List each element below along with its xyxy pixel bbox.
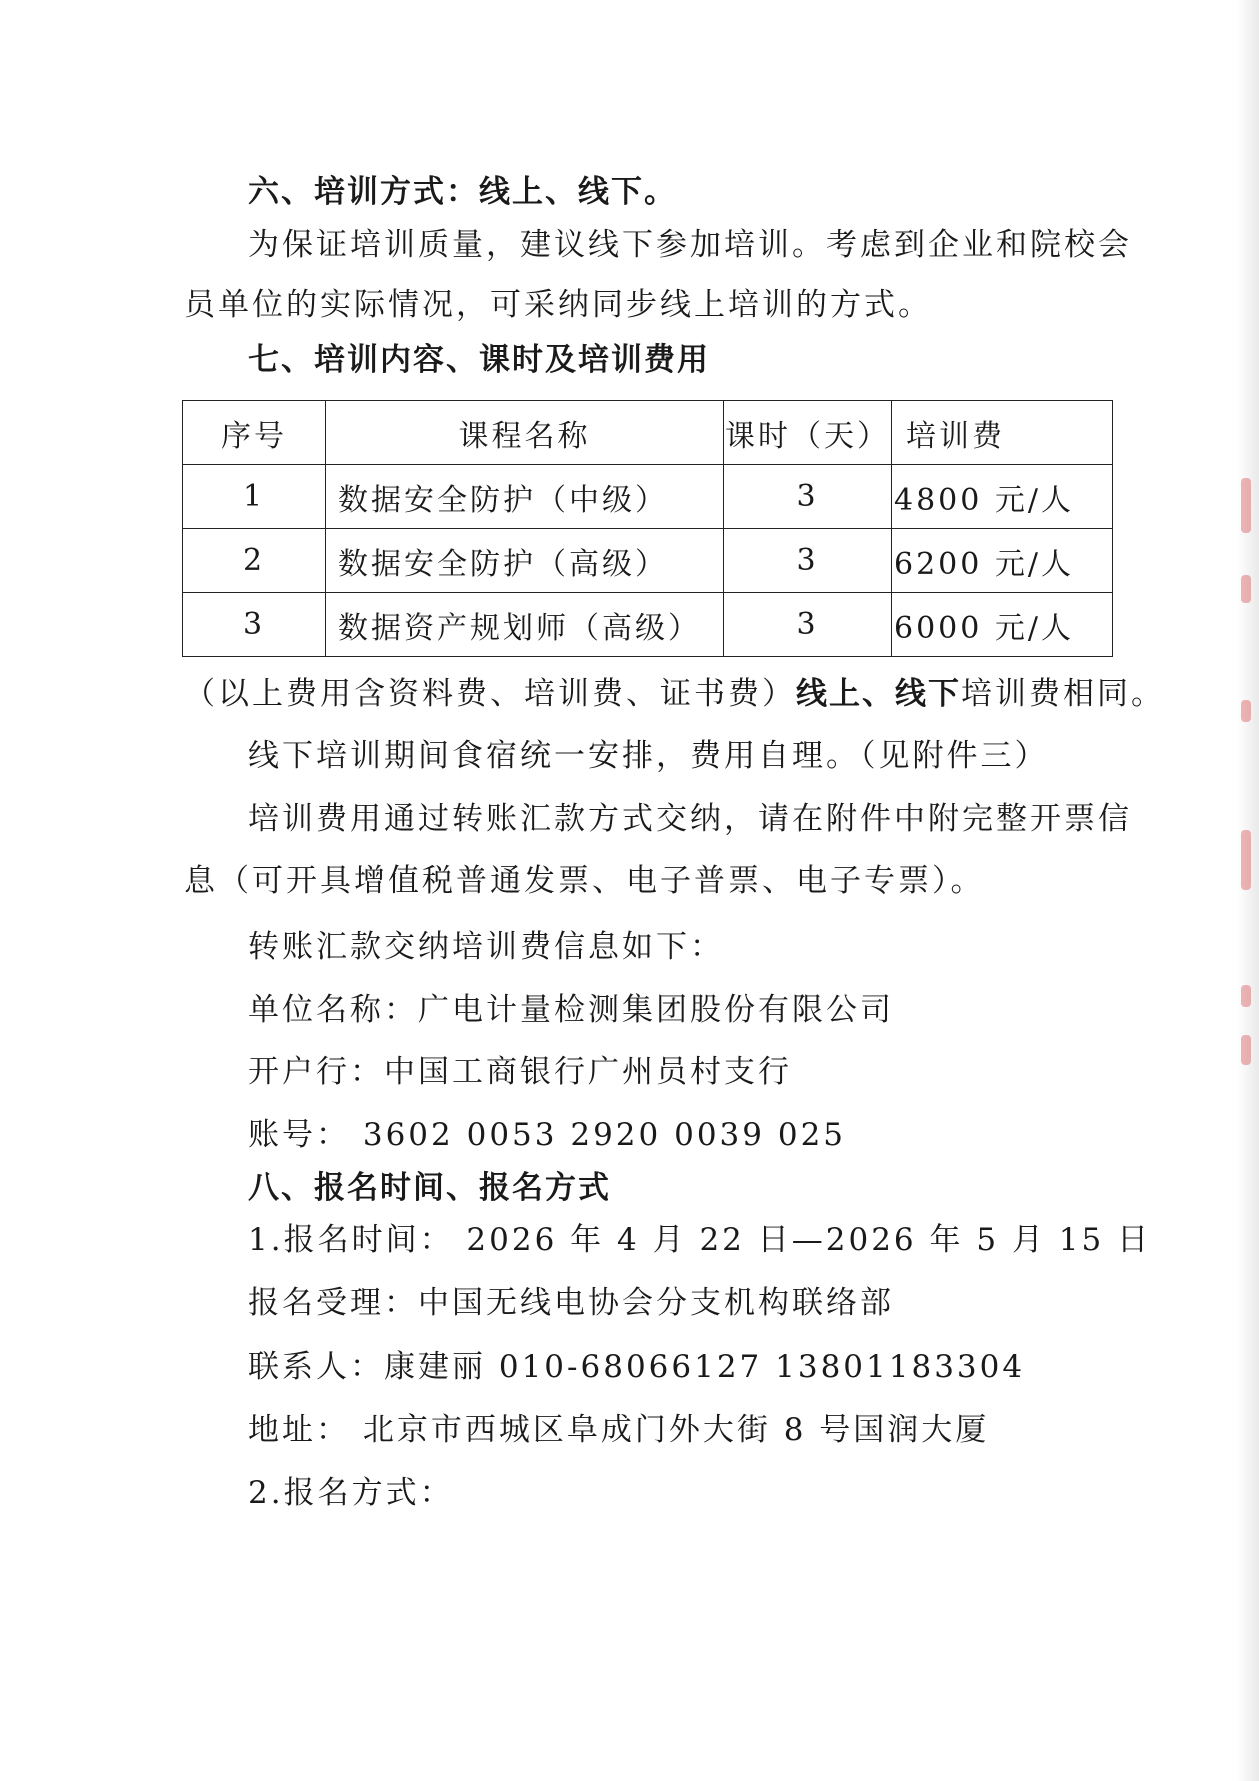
fee-note-bold: 线上、线下 <box>796 676 961 712</box>
row-fee: 6200 元/人 <box>892 529 1113 593</box>
payment-line1: 培训费用通过转账汇款方式交纳，请在附件中附完整开票信 <box>248 801 1132 837</box>
row-days: 3 <box>724 529 892 593</box>
section6-heading: 六、培训方式：线上、线下。 <box>248 174 677 210</box>
table-row <box>183 593 1113 657</box>
seal-mark-6 <box>1241 1035 1251 1065</box>
company-name: 单位名称：广电计量检测集团股份有限公司 <box>248 992 894 1028</box>
row-days: 3 <box>724 465 892 529</box>
fee-note-suffix: 培训费相同。 <box>961 676 1165 712</box>
seal-mark-5 <box>1241 985 1251 1007</box>
row-course: 数据安全防护（高级） <box>326 529 724 593</box>
contact-person: 联系人：康建丽 010-68066127 13801183304 <box>248 1349 1026 1385</box>
registration-office: 报名受理：中国无线电协会分支机构联络部 <box>248 1285 894 1321</box>
scan-right-edge <box>1237 0 1259 1781</box>
row-fee: 6000 元/人 <box>892 593 1113 657</box>
section6-paragraph-line1: 为保证培训质量，建议线下参加培训。考虑到企业和院校会 <box>248 227 1132 263</box>
row-days: 3 <box>724 593 892 657</box>
header-days: 课时（天） <box>724 401 892 465</box>
registration-method: 2.报名方式： <box>248 1475 454 1511</box>
row-no: 2 <box>183 529 326 593</box>
section6-paragraph-line2: 员单位的实际情况，可采纳同步线上培训的方式。 <box>184 287 932 323</box>
table-row <box>183 529 1113 593</box>
table-header-row <box>183 401 1113 465</box>
payment-line2: 息（可开具增值税普通发票、电子普票、电子专票）。 <box>184 863 985 899</box>
table-row <box>183 465 1113 529</box>
row-course: 数据安全防护（中级） <box>326 465 724 529</box>
bank-name: 开户行：中国工商银行广州员村支行 <box>248 1054 792 1090</box>
fee-note-prefix: （以上费用含资料费、培训费、证书费） <box>184 676 796 712</box>
seal-mark-1 <box>1241 478 1251 533</box>
course-fee-table <box>182 400 1113 657</box>
account-number: 账号： 3602 0053 2920 0039 025 <box>248 1117 847 1153</box>
header-fee: 培训费 <box>892 401 1113 465</box>
fee-note <box>184 672 1165 716</box>
address: 地址： 北京市西城区阜成门外大街 8 号国润大厦 <box>248 1412 990 1448</box>
seal-mark-4 <box>1241 830 1251 890</box>
row-no: 3 <box>183 593 326 657</box>
row-course: 数据资产规划师（高级） <box>326 593 724 657</box>
row-no: 1 <box>183 465 326 529</box>
registration-time: 1.报名时间： 2026 年 4 月 22 日—2026 年 5 月 15 日 <box>248 1222 1152 1258</box>
section7-heading: 七、培训内容、课时及培训费用 <box>248 342 710 378</box>
section8-heading: 八、报名时间、报名方式 <box>248 1170 611 1206</box>
seal-mark-2 <box>1241 575 1251 603</box>
transfer-intro: 转账汇款交纳培训费信息如下： <box>248 929 724 965</box>
seal-mark-3 <box>1241 700 1251 722</box>
header-no: 序号 <box>183 401 326 465</box>
row-fee: 4800 元/人 <box>892 465 1113 529</box>
header-course: 课程名称 <box>326 401 724 465</box>
lodging-note: 线下培训期间食宿统一安排，费用自理。（见附件三） <box>248 738 1049 774</box>
